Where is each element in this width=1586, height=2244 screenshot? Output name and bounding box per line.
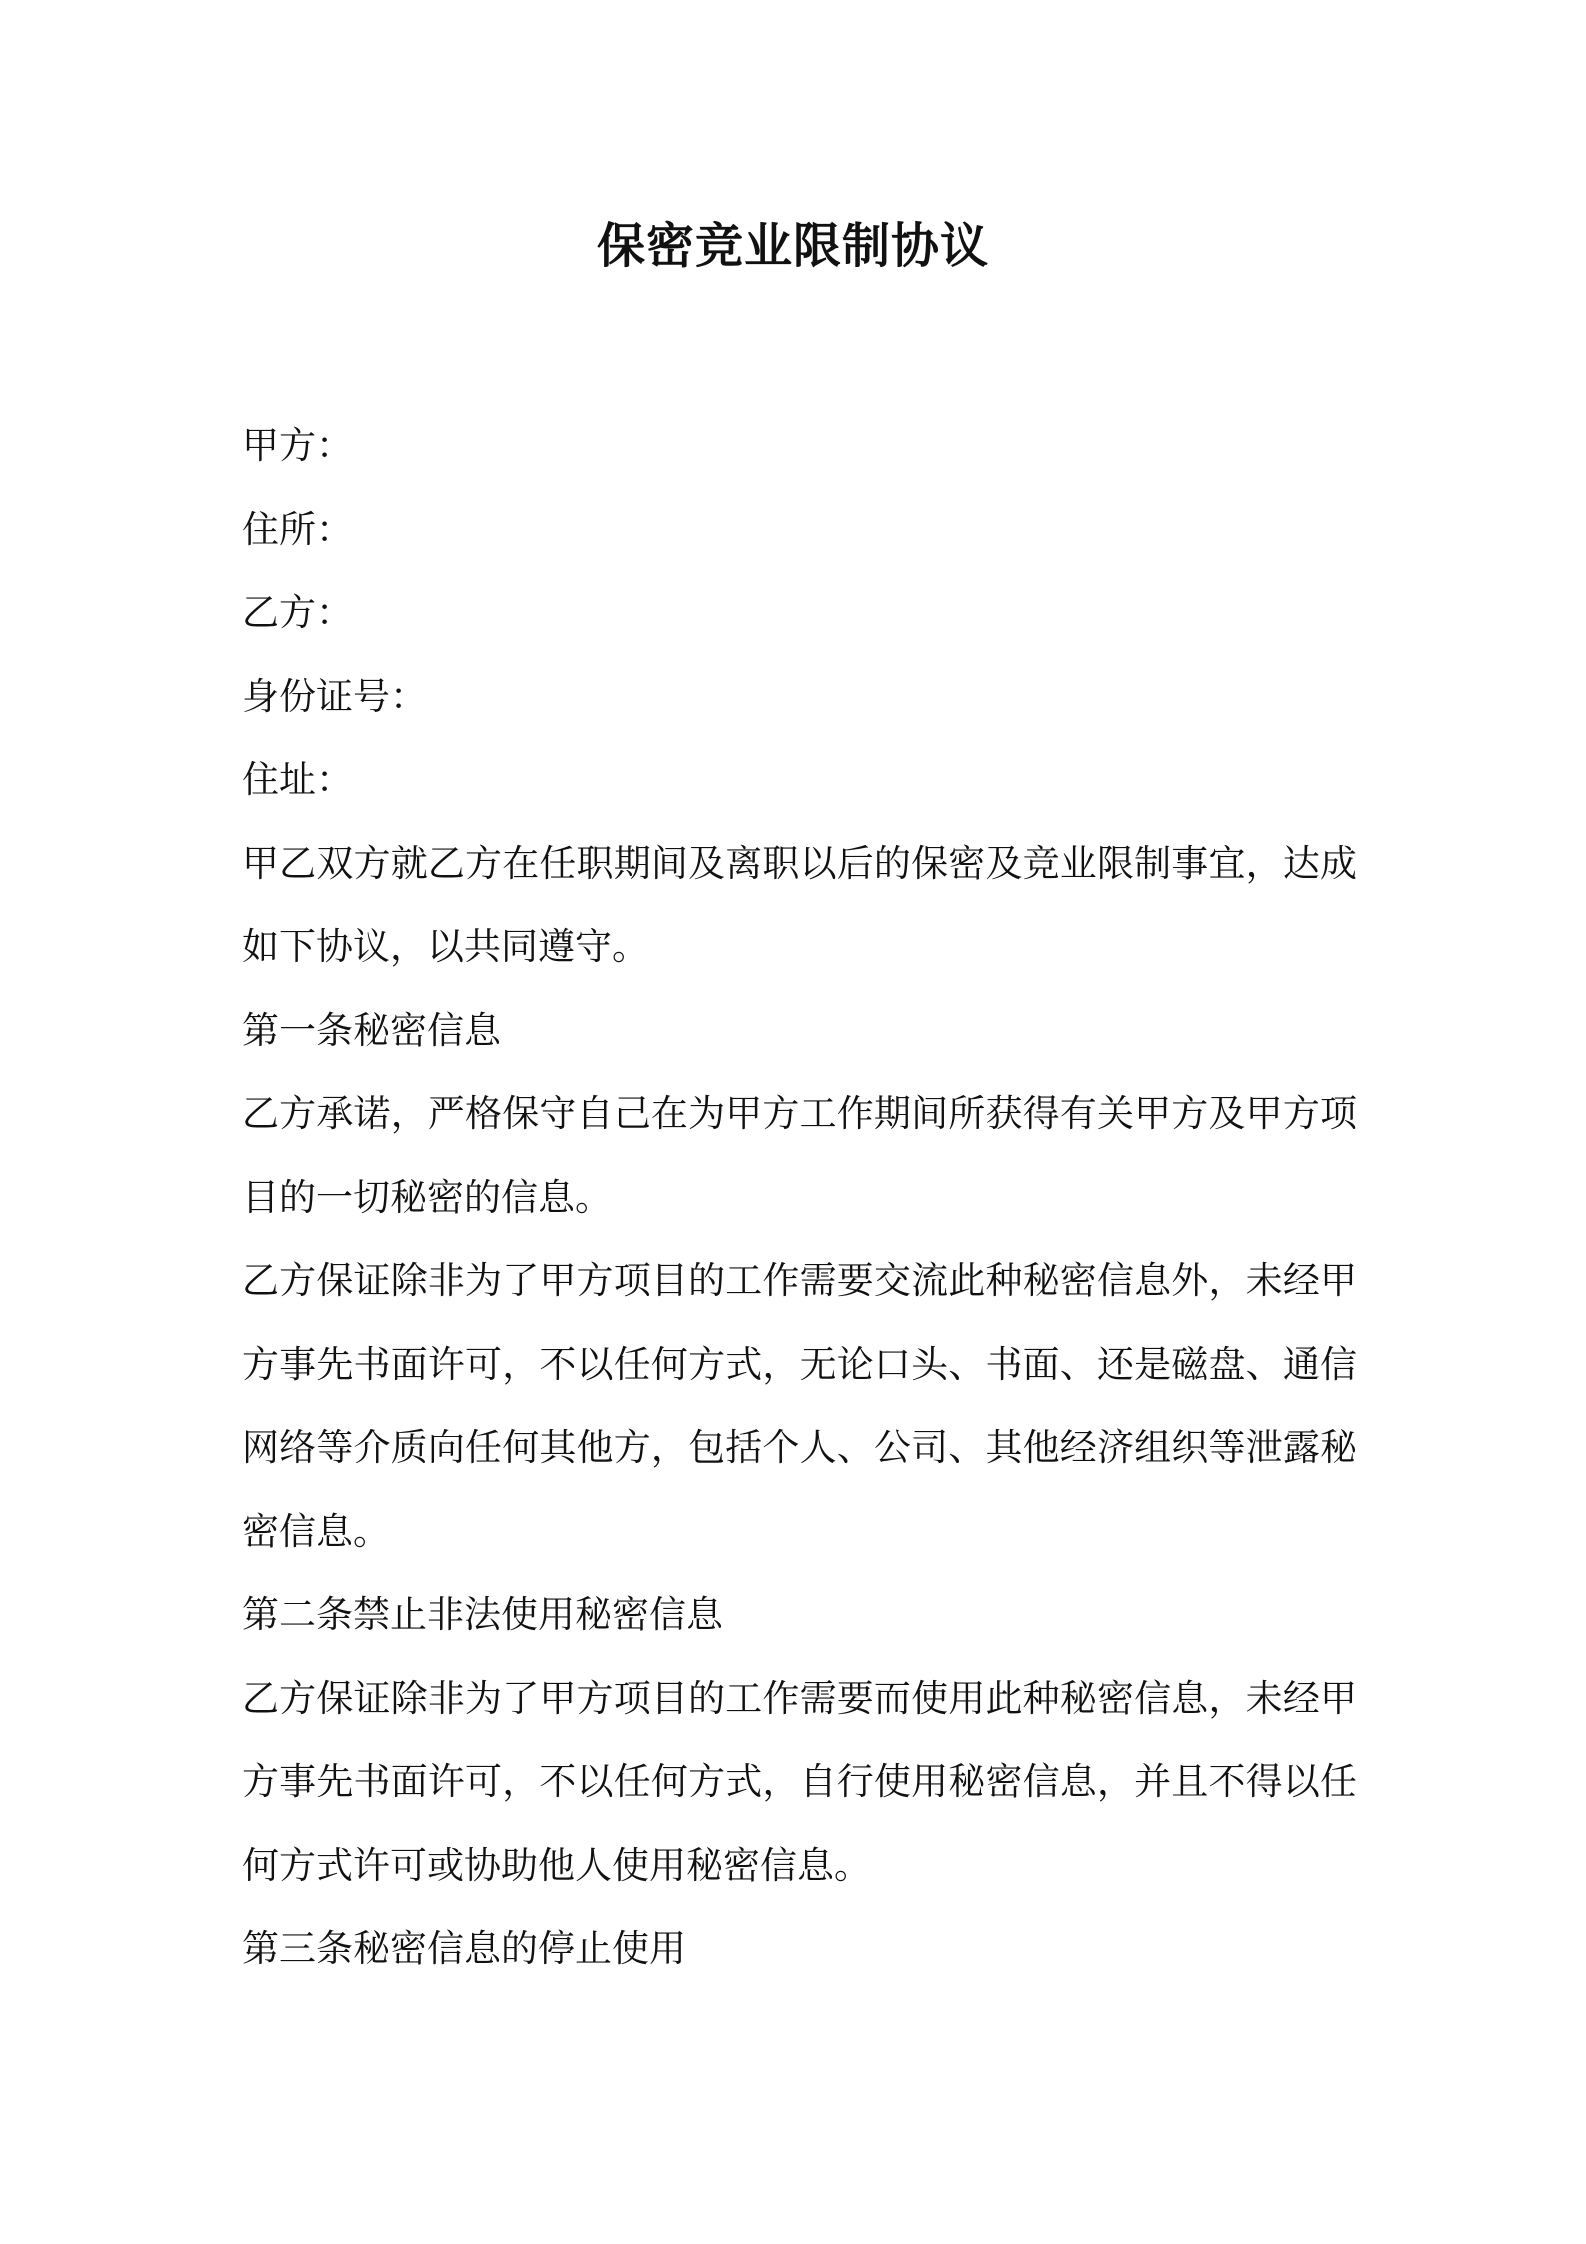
article-1-heading: 第一条秘密信息 [242,1008,501,1052]
party-a-line: 甲方： [242,424,353,467]
party-b-line: 乙方： [242,591,353,634]
party-b-address-line: 住址： [242,758,353,801]
article-1-paragraph-2-line-1: 乙方保证除非为了甲方项目的工作需要交流此种秘密信息外，未经甲 [242,1259,1357,1302]
intro-paragraph-line-2: 如下协议，以共同遵守。 [242,925,649,968]
article-2-paragraph-line-3: 何方式许可或协助他人使用秘密信息。 [242,1843,871,1887]
article-1-paragraph-1-line-2: 目的一切秘密的信息。 [242,1175,612,1219]
party-a-address-line: 住所： [242,507,353,551]
article-3-heading: 第三条秘密信息的停止使用 [242,1927,686,1970]
article-1-paragraph-1-line-1: 乙方承诺，严格保守自己在为甲方工作期间所获得有关甲方及甲方项 [242,1092,1357,1135]
document-title: 保密竞业限制协议 [596,218,989,274]
article-2-paragraph-line-1: 乙方保证除非为了甲方项目的工作需要而使用此种秘密信息，未经甲 [242,1676,1357,1720]
article-2-heading: 第二条禁止非法使用秘密信息 [242,1593,723,1636]
article-1-paragraph-2-line-3: 网络等介质向任何其他方，包括个人、公司、其他经济组织等泄露秘 [242,1426,1357,1469]
article-1-paragraph-2-line-2: 方事先书面许可，不以任何方式，无论口头、书面、还是磁盘、通信 [242,1342,1357,1386]
article-1-paragraph-2-line-4: 密信息。 [242,1509,390,1553]
intro-paragraph-line-1: 甲乙双方就乙方在任职期间及离职以后的保密及竞业限制事宜，达成 [242,841,1357,885]
article-2-paragraph-line-2: 方事先书面许可，不以任何方式，自行使用秘密信息，并且不得以任 [242,1760,1357,1803]
id-number-line: 身份证号： [242,674,427,718]
document-body [242,404,1357,1991]
